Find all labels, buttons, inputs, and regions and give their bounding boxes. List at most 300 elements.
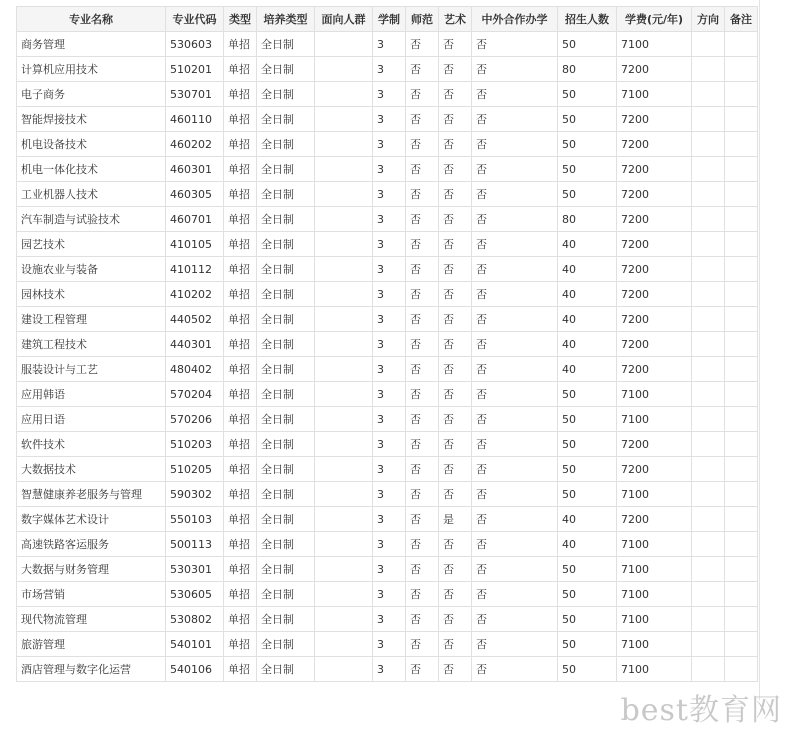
table-cell: 3 bbox=[373, 107, 406, 132]
table-cell bbox=[315, 82, 373, 107]
table-cell: 7100 bbox=[617, 82, 692, 107]
table-cell: 否 bbox=[406, 307, 439, 332]
table-cell bbox=[725, 282, 758, 307]
table-cell: 园林技术 bbox=[17, 282, 166, 307]
table-cell: 否 bbox=[439, 582, 472, 607]
table-cell: 3 bbox=[373, 257, 406, 282]
table-cell bbox=[692, 282, 725, 307]
table-cell: 50 bbox=[558, 657, 617, 682]
table-cell bbox=[725, 307, 758, 332]
table-cell bbox=[315, 32, 373, 57]
table-cell bbox=[725, 632, 758, 657]
table-cell bbox=[692, 32, 725, 57]
table-row bbox=[17, 407, 758, 432]
table-cell: 40 bbox=[558, 257, 617, 282]
table-cell: 单招 bbox=[224, 657, 257, 682]
table-cell bbox=[315, 382, 373, 407]
table-cell: 50 bbox=[558, 407, 617, 432]
table-cell: 50 bbox=[558, 182, 617, 207]
table-cell: 否 bbox=[472, 32, 558, 57]
table-cell: 否 bbox=[439, 307, 472, 332]
table-cell: 7100 bbox=[617, 407, 692, 432]
table-cell: 否 bbox=[472, 82, 558, 107]
table-row bbox=[17, 457, 758, 482]
table-cell: 大数据技术 bbox=[17, 457, 166, 482]
table-cell: 设施农业与装备 bbox=[17, 257, 166, 282]
table-cell: 3 bbox=[373, 332, 406, 357]
table-cell: 否 bbox=[439, 107, 472, 132]
table-cell: 40 bbox=[558, 357, 617, 382]
table-cell: 3 bbox=[373, 482, 406, 507]
table-cell: 3 bbox=[373, 57, 406, 82]
table-cell: 440502 bbox=[166, 307, 224, 332]
table-cell: 否 bbox=[472, 107, 558, 132]
table-cell bbox=[692, 307, 725, 332]
table-cell: 全日制 bbox=[257, 532, 315, 557]
table-cell: 单招 bbox=[224, 457, 257, 482]
table-cell: 否 bbox=[439, 332, 472, 357]
table-cell bbox=[692, 257, 725, 282]
table-cell: 否 bbox=[439, 82, 472, 107]
table-cell: 单招 bbox=[224, 482, 257, 507]
table-cell: 否 bbox=[439, 432, 472, 457]
table-cell: 410105 bbox=[166, 232, 224, 257]
table-cell bbox=[315, 232, 373, 257]
table-cell bbox=[315, 282, 373, 307]
table-cell: 7200 bbox=[617, 307, 692, 332]
table-cell bbox=[725, 607, 758, 632]
table-cell: 80 bbox=[558, 207, 617, 232]
table-cell bbox=[725, 657, 758, 682]
table-cell: 单招 bbox=[224, 532, 257, 557]
table-cell: 500113 bbox=[166, 532, 224, 557]
table-row bbox=[17, 82, 758, 107]
table-body bbox=[17, 32, 758, 682]
table-cell bbox=[725, 257, 758, 282]
table-cell: 单招 bbox=[224, 332, 257, 357]
column-header: 面向人群 bbox=[315, 7, 373, 32]
table-cell: 园艺技术 bbox=[17, 232, 166, 257]
table-cell: 否 bbox=[439, 182, 472, 207]
table-cell: 50 bbox=[558, 32, 617, 57]
table-cell: 全日制 bbox=[257, 257, 315, 282]
table-cell: 否 bbox=[406, 382, 439, 407]
table-cell bbox=[692, 57, 725, 82]
table-cell: 否 bbox=[472, 357, 558, 382]
table-cell bbox=[692, 407, 725, 432]
table-cell bbox=[692, 507, 725, 532]
column-header: 师范 bbox=[406, 7, 439, 32]
table-cell: 全日制 bbox=[257, 132, 315, 157]
table-cell: 否 bbox=[406, 132, 439, 157]
table-cell: 7200 bbox=[617, 282, 692, 307]
table-cell: 3 bbox=[373, 207, 406, 232]
table-cell bbox=[692, 557, 725, 582]
table-cell: 460301 bbox=[166, 157, 224, 182]
table-cell: 40 bbox=[558, 282, 617, 307]
table-cell: 7200 bbox=[617, 257, 692, 282]
table-cell: 3 bbox=[373, 357, 406, 382]
table-cell bbox=[315, 507, 373, 532]
table-cell: 7100 bbox=[617, 632, 692, 657]
table-cell: 3 bbox=[373, 532, 406, 557]
table-cell: 工业机器人技术 bbox=[17, 182, 166, 207]
table-cell: 否 bbox=[406, 532, 439, 557]
table-cell bbox=[315, 582, 373, 607]
table-cell: 单招 bbox=[224, 232, 257, 257]
table-cell bbox=[725, 32, 758, 57]
table-cell: 全日制 bbox=[257, 607, 315, 632]
table-cell: 550103 bbox=[166, 507, 224, 532]
table-cell bbox=[725, 332, 758, 357]
table-cell: 460110 bbox=[166, 107, 224, 132]
table-cell: 单招 bbox=[224, 157, 257, 182]
table-cell: 单招 bbox=[224, 507, 257, 532]
table-cell bbox=[692, 482, 725, 507]
table-cell bbox=[315, 157, 373, 182]
table-cell: 3 bbox=[373, 607, 406, 632]
watermark-text: best教育网 bbox=[620, 693, 782, 728]
table-cell: 单招 bbox=[224, 257, 257, 282]
table-cell: 全日制 bbox=[257, 57, 315, 82]
table-cell bbox=[315, 632, 373, 657]
column-header: 学制 bbox=[373, 7, 406, 32]
table-cell bbox=[725, 132, 758, 157]
table-cell: 否 bbox=[439, 32, 472, 57]
table-cell bbox=[725, 107, 758, 132]
table-row bbox=[17, 282, 758, 307]
table-cell: 3 bbox=[373, 407, 406, 432]
table-row bbox=[17, 532, 758, 557]
table-cell: 530301 bbox=[166, 557, 224, 582]
table-cell bbox=[725, 507, 758, 532]
table-cell: 3 bbox=[373, 457, 406, 482]
table-cell: 50 bbox=[558, 582, 617, 607]
table-cell: 7100 bbox=[617, 607, 692, 632]
table-cell: 否 bbox=[439, 282, 472, 307]
table-row bbox=[17, 557, 758, 582]
table-cell: 510201 bbox=[166, 57, 224, 82]
table-cell bbox=[315, 357, 373, 382]
table-cell: 否 bbox=[472, 332, 558, 357]
column-header: 艺术 bbox=[439, 7, 472, 32]
table-row bbox=[17, 232, 758, 257]
table-cell bbox=[725, 157, 758, 182]
table-cell bbox=[725, 557, 758, 582]
table-cell: 否 bbox=[472, 457, 558, 482]
table-cell: 3 bbox=[373, 632, 406, 657]
table-cell: 否 bbox=[472, 232, 558, 257]
table-cell: 510203 bbox=[166, 432, 224, 457]
table-row bbox=[17, 307, 758, 332]
table-row bbox=[17, 132, 758, 157]
table-cell: 否 bbox=[406, 432, 439, 457]
table-row bbox=[17, 107, 758, 132]
table-cell: 50 bbox=[558, 107, 617, 132]
table-cell: 否 bbox=[439, 632, 472, 657]
table-cell: 全日制 bbox=[257, 207, 315, 232]
table-cell bbox=[692, 657, 725, 682]
table-cell: 530701 bbox=[166, 82, 224, 107]
table-cell: 否 bbox=[472, 632, 558, 657]
table-cell: 否 bbox=[472, 507, 558, 532]
table-cell bbox=[315, 182, 373, 207]
table-cell: 40 bbox=[558, 332, 617, 357]
table-cell bbox=[315, 407, 373, 432]
table-cell bbox=[725, 582, 758, 607]
table-cell: 单招 bbox=[224, 32, 257, 57]
column-header: 类型 bbox=[224, 7, 257, 32]
table-row bbox=[17, 382, 758, 407]
table-cell: 否 bbox=[439, 157, 472, 182]
table-cell: 460305 bbox=[166, 182, 224, 207]
table-cell bbox=[315, 257, 373, 282]
table-cell: 3 bbox=[373, 132, 406, 157]
table-cell bbox=[725, 407, 758, 432]
table-cell: 50 bbox=[558, 482, 617, 507]
table-cell: 全日制 bbox=[257, 232, 315, 257]
table-cell: 单招 bbox=[224, 382, 257, 407]
table-cell: 单招 bbox=[224, 357, 257, 382]
table-cell: 7100 bbox=[617, 657, 692, 682]
table-cell: 全日制 bbox=[257, 657, 315, 682]
table-cell bbox=[315, 607, 373, 632]
table-cell: 酒店管理与数字化运营 bbox=[17, 657, 166, 682]
table-cell: 全日制 bbox=[257, 432, 315, 457]
table-cell bbox=[725, 232, 758, 257]
column-header: 专业名称 bbox=[17, 7, 166, 32]
table-cell: 商务管理 bbox=[17, 32, 166, 57]
table-cell bbox=[315, 657, 373, 682]
table-cell: 单招 bbox=[224, 282, 257, 307]
table-cell: 否 bbox=[472, 607, 558, 632]
table-row bbox=[17, 432, 758, 457]
column-header: 学费(元/年) bbox=[617, 7, 692, 32]
table-cell bbox=[725, 482, 758, 507]
table-cell: 否 bbox=[406, 407, 439, 432]
table-cell: 服装设计与工艺 bbox=[17, 357, 166, 382]
table-cell: 旅游管理 bbox=[17, 632, 166, 657]
table-cell: 3 bbox=[373, 382, 406, 407]
table-row bbox=[17, 607, 758, 632]
table-cell bbox=[692, 382, 725, 407]
table-cell: 全日制 bbox=[257, 182, 315, 207]
column-header: 招生人数 bbox=[558, 7, 617, 32]
table-cell: 3 bbox=[373, 432, 406, 457]
table-cell: 否 bbox=[439, 407, 472, 432]
table-cell: 否 bbox=[406, 232, 439, 257]
table-cell: 40 bbox=[558, 507, 617, 532]
table-cell: 全日制 bbox=[257, 107, 315, 132]
table-cell bbox=[315, 457, 373, 482]
table-cell: 否 bbox=[472, 57, 558, 82]
table-row bbox=[17, 482, 758, 507]
table-cell: 7200 bbox=[617, 182, 692, 207]
table-cell bbox=[692, 82, 725, 107]
table-cell: 7100 bbox=[617, 32, 692, 57]
table-cell: 否 bbox=[472, 157, 558, 182]
table-cell: 3 bbox=[373, 82, 406, 107]
admissions-table-container bbox=[16, 6, 758, 682]
table-cell: 7200 bbox=[617, 357, 692, 382]
table-cell bbox=[692, 132, 725, 157]
table-cell: 否 bbox=[472, 307, 558, 332]
table-cell: 否 bbox=[472, 407, 558, 432]
table-row bbox=[17, 332, 758, 357]
table-cell: 建筑工程技术 bbox=[17, 332, 166, 357]
table-cell: 数字媒体艺术设计 bbox=[17, 507, 166, 532]
table-cell bbox=[725, 532, 758, 557]
table-cell bbox=[692, 357, 725, 382]
table-cell: 460202 bbox=[166, 132, 224, 157]
table-cell: 市场营销 bbox=[17, 582, 166, 607]
table-cell: 全日制 bbox=[257, 357, 315, 382]
table-cell: 50 bbox=[558, 382, 617, 407]
table-cell: 机电设备技术 bbox=[17, 132, 166, 157]
column-header: 培养类型 bbox=[257, 7, 315, 32]
table-row bbox=[17, 57, 758, 82]
table-cell: 软件技术 bbox=[17, 432, 166, 457]
table-cell: 3 bbox=[373, 32, 406, 57]
table-row bbox=[17, 157, 758, 182]
table-cell bbox=[692, 582, 725, 607]
table-cell: 否 bbox=[439, 207, 472, 232]
table-cell: 7100 bbox=[617, 582, 692, 607]
table-cell bbox=[692, 232, 725, 257]
table-cell: 单招 bbox=[224, 632, 257, 657]
table-cell: 否 bbox=[406, 32, 439, 57]
table-cell: 7200 bbox=[617, 157, 692, 182]
table-cell: 410112 bbox=[166, 257, 224, 282]
table-cell: 现代物流管理 bbox=[17, 607, 166, 632]
table-cell: 全日制 bbox=[257, 282, 315, 307]
table-row bbox=[17, 582, 758, 607]
table-cell: 530605 bbox=[166, 582, 224, 607]
table-cell: 3 bbox=[373, 182, 406, 207]
table-cell: 全日制 bbox=[257, 82, 315, 107]
table-cell: 440301 bbox=[166, 332, 224, 357]
table-cell: 否 bbox=[439, 257, 472, 282]
table-cell bbox=[692, 182, 725, 207]
table-cell: 3 bbox=[373, 582, 406, 607]
table-cell: 否 bbox=[439, 57, 472, 82]
table-cell: 7200 bbox=[617, 457, 692, 482]
content-frame-edge bbox=[759, 0, 760, 700]
table-cell: 7200 bbox=[617, 107, 692, 132]
table-cell: 否 bbox=[406, 107, 439, 132]
table-cell: 汽车制造与试验技术 bbox=[17, 207, 166, 232]
table-row bbox=[17, 657, 758, 682]
table-cell: 7100 bbox=[617, 482, 692, 507]
table-cell: 单招 bbox=[224, 82, 257, 107]
table-cell bbox=[725, 207, 758, 232]
table-cell: 建设工程管理 bbox=[17, 307, 166, 332]
table-cell: 全日制 bbox=[257, 382, 315, 407]
table-cell: 3 bbox=[373, 507, 406, 532]
table-cell bbox=[725, 57, 758, 82]
table-cell: 全日制 bbox=[257, 507, 315, 532]
column-header: 中外合作办学 bbox=[472, 7, 558, 32]
table-cell bbox=[692, 157, 725, 182]
table-cell: 否 bbox=[439, 657, 472, 682]
table-row bbox=[17, 32, 758, 57]
table-cell bbox=[315, 332, 373, 357]
admissions-table bbox=[16, 6, 758, 682]
table-cell: 50 bbox=[558, 557, 617, 582]
table-cell: 否 bbox=[472, 382, 558, 407]
table-header-row bbox=[17, 7, 758, 32]
table-cell: 单招 bbox=[224, 57, 257, 82]
table-cell bbox=[692, 332, 725, 357]
table-cell: 应用韩语 bbox=[17, 382, 166, 407]
table-cell: 7100 bbox=[617, 557, 692, 582]
table-cell bbox=[692, 207, 725, 232]
table-cell: 否 bbox=[406, 282, 439, 307]
table-cell: 3 bbox=[373, 557, 406, 582]
table-cell: 否 bbox=[406, 257, 439, 282]
table-cell: 否 bbox=[406, 82, 439, 107]
table-cell: 应用日语 bbox=[17, 407, 166, 432]
table-cell: 7200 bbox=[617, 232, 692, 257]
table-cell: 否 bbox=[472, 657, 558, 682]
table-cell: 80 bbox=[558, 57, 617, 82]
table-cell: 否 bbox=[406, 332, 439, 357]
table-cell: 全日制 bbox=[257, 557, 315, 582]
table-cell: 530603 bbox=[166, 32, 224, 57]
table-cell: 7200 bbox=[617, 332, 692, 357]
table-cell: 否 bbox=[439, 232, 472, 257]
table-cell: 否 bbox=[472, 432, 558, 457]
column-header: 专业代码 bbox=[166, 7, 224, 32]
table-cell: 否 bbox=[406, 357, 439, 382]
table-cell: 50 bbox=[558, 157, 617, 182]
table-cell bbox=[692, 457, 725, 482]
table-cell: 单招 bbox=[224, 207, 257, 232]
table-cell: 全日制 bbox=[257, 307, 315, 332]
table-cell: 电子商务 bbox=[17, 82, 166, 107]
table-cell bbox=[315, 132, 373, 157]
table-cell: 否 bbox=[472, 182, 558, 207]
table-cell: 否 bbox=[406, 557, 439, 582]
table-cell: 全日制 bbox=[257, 632, 315, 657]
table-cell: 否 bbox=[439, 607, 472, 632]
table-cell: 50 bbox=[558, 82, 617, 107]
table-cell: 全日制 bbox=[257, 582, 315, 607]
table-cell bbox=[315, 532, 373, 557]
table-cell: 否 bbox=[472, 282, 558, 307]
table-cell bbox=[725, 357, 758, 382]
table-cell: 50 bbox=[558, 632, 617, 657]
table-cell: 50 bbox=[558, 132, 617, 157]
table-cell: 否 bbox=[406, 657, 439, 682]
table-cell: 否 bbox=[472, 582, 558, 607]
table-cell: 410202 bbox=[166, 282, 224, 307]
table-cell bbox=[692, 107, 725, 132]
table-cell: 单招 bbox=[224, 557, 257, 582]
table-cell: 7200 bbox=[617, 507, 692, 532]
table-cell: 510205 bbox=[166, 457, 224, 482]
table-cell: 否 bbox=[472, 482, 558, 507]
table-cell: 否 bbox=[439, 482, 472, 507]
table-cell: 530802 bbox=[166, 607, 224, 632]
table-cell: 全日制 bbox=[257, 332, 315, 357]
table-cell: 540106 bbox=[166, 657, 224, 682]
table-cell: 40 bbox=[558, 232, 617, 257]
table-cell: 3 bbox=[373, 657, 406, 682]
table-cell: 否 bbox=[472, 207, 558, 232]
table-cell: 540101 bbox=[166, 632, 224, 657]
table-cell: 否 bbox=[406, 632, 439, 657]
